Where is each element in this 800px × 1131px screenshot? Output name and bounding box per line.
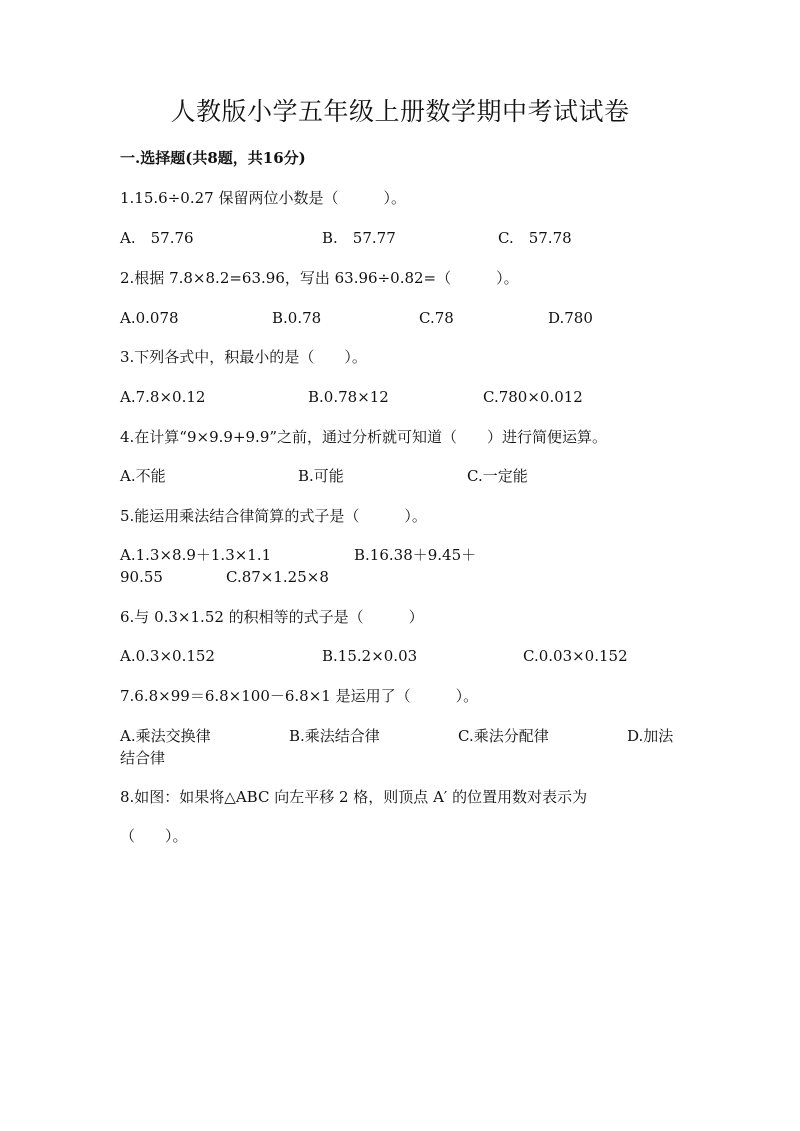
- question-6-option-b: B.15.2×0.03: [322, 647, 418, 665]
- question-2-option-c: C.78: [419, 309, 454, 327]
- question-4-option-a: A.不能: [120, 467, 166, 485]
- section-heading: 一.选择题(共8题，共16分): [120, 149, 306, 167]
- question-6-option-c: C.0.03×0.152: [523, 647, 628, 665]
- question-7-option-c: C.乘法分配律: [458, 727, 549, 745]
- question-1-option-c: C. 57.78: [498, 229, 572, 247]
- question-7-stem: 7.6.8×99＝6.8×100－6.8×1 是运用了（ ）。: [120, 687, 479, 705]
- question-5-stem: 5.能运用乘法结合律简算的式子是（ ）。: [120, 507, 427, 525]
- question-1-stem: 1.15.6÷0.27 保留两位小数是（ ）。: [120, 189, 406, 207]
- question-3-option-c: C.780×0.012: [483, 388, 583, 406]
- question-8-stem: 8.如图：如果将△ABC 向左平移 2 格，则顶点 A′ 的位置用数对表示为: [120, 788, 588, 806]
- question-7-option-a: A.乘法交换律: [120, 727, 211, 745]
- question-2-option-a: A.0.078: [120, 309, 179, 327]
- question-2-stem: 2.根据 7.8×8.2=63.96，写出 63.96÷0.82=（ ）。: [120, 269, 519, 287]
- question-7-option-d-cont: 结合律: [120, 749, 166, 767]
- question-4-option-c: C.一定能: [467, 467, 528, 485]
- question-7-option-b: B.乘法结合律: [289, 727, 380, 745]
- question-5-option-b: B.16.38＋9.45＋: [354, 546, 477, 564]
- question-5-option-b-cont: 90.55: [120, 568, 163, 586]
- question-3-option-b: B.0.78×12: [308, 388, 389, 406]
- question-3-stem: 3.下列各式中，积最小的是（ ）。: [120, 348, 367, 366]
- question-1-option-a: A. 57.76: [120, 229, 194, 247]
- page-title: 人教版小学五年级上册数学期中考试试卷: [170, 97, 630, 126]
- question-2-option-b: B.0.78: [272, 309, 322, 327]
- question-6-stem: 6.与 0.3×1.52 的积相等的式子是（ ）: [120, 608, 424, 626]
- question-1-option-b: B. 57.77: [322, 229, 396, 247]
- question-3-option-a: A.7.8×0.12: [120, 388, 206, 406]
- question-7-option-d: D.加法: [627, 727, 674, 745]
- question-8-answer-blank: （ ）。: [120, 827, 188, 845]
- question-4-option-b: B.可能: [298, 467, 344, 485]
- question-2-option-d: D.780: [548, 309, 593, 327]
- question-4-stem: 4.在计算“9×9.9+9.9”之前，通过分析就可知道（ ）进行简便运算。: [120, 428, 608, 446]
- question-5-option-c: C.87×1.25×8: [226, 568, 329, 586]
- question-6-option-a: A.0.3×0.152: [120, 647, 215, 665]
- question-5-option-a: A.1.3×8.9＋1.3×1.1: [120, 546, 272, 564]
